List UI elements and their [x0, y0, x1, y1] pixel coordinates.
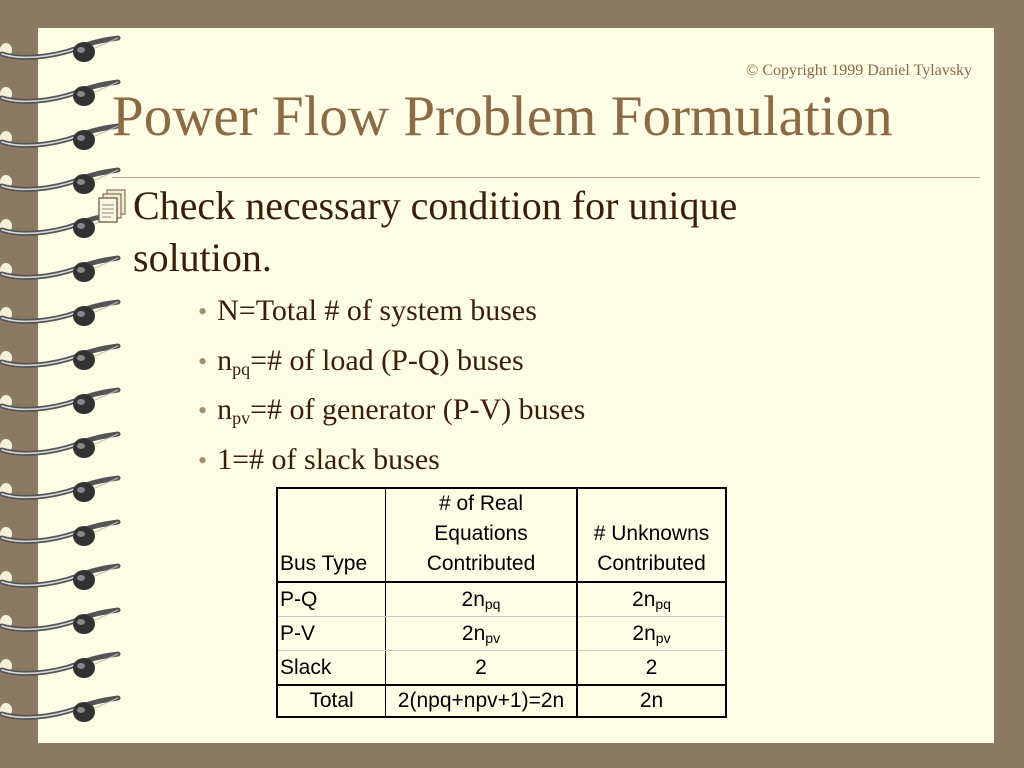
bullet-dot: • [198, 346, 208, 376]
table-row [277, 651, 726, 686]
spiral-ring [0, 82, 118, 106]
bus-type-cell: P-Q [277, 582, 386, 617]
spiral-ring [0, 346, 118, 370]
sub-bullet-slack-buses: • 1=# of slack buses [198, 442, 440, 476]
bus-type-cell: P-V [277, 617, 386, 651]
spiral-ring [0, 478, 118, 502]
sub-bullet-total-buses: • N=Total # of system buses [198, 294, 537, 327]
spiral-ring [0, 38, 118, 62]
notepad-icon [98, 188, 128, 224]
table-row [277, 582, 726, 617]
main-bullet-text: Check necessary condition for unique solution. [133, 183, 738, 280]
spiral-ring [0, 434, 118, 458]
total-label: Total [277, 685, 386, 717]
equations-cell: $2n_{pv}$ [386, 617, 578, 651]
equations-cell: $2n_{pq}$ [386, 582, 578, 617]
bullet-dot: • [198, 396, 208, 425]
spiral-ring [0, 566, 118, 590]
slide-title: Power Flow Problem Formulation [112, 85, 893, 148]
spiral-binding-icon [0, 0, 130, 768]
spiral-ring [0, 390, 118, 414]
bullet-dot: • [198, 445, 208, 475]
unknowns-cell: $2n_{pv}$ [577, 617, 726, 651]
sub-bullet-load-buses: • $n_{pq}=\#$ of load (P-Q) buses [198, 343, 524, 379]
copyright-notice: © Copyright 1999 Daniel Tylavsky [746, 62, 972, 79]
table-total-row [277, 685, 726, 717]
title-divider [112, 177, 980, 178]
spiral-ring [0, 522, 118, 546]
table-header-row [277, 488, 726, 582]
main-bullet [98, 180, 858, 284]
sub-bullet-generator-buses: • $n_{pv}=\#$ of generator (P-V) buses [198, 393, 586, 428]
total-equations: 2(npq+npv+1)=2n [386, 685, 578, 717]
equations-cell: 2 [386, 651, 578, 686]
spiral-ring [0, 610, 118, 634]
spiral-ring [0, 698, 118, 722]
header-unknowns: # Unknowns Contributed [577, 488, 726, 582]
header-bus-type: Bus Type [277, 488, 386, 582]
spiral-ring [0, 302, 118, 326]
table-row [277, 617, 726, 651]
spiral-ring [0, 654, 118, 678]
bus-type-table [276, 487, 727, 718]
sub-bullet-list [198, 291, 585, 489]
header-equations: # of Real Equations Contributed [386, 488, 578, 582]
bus-type-cell: Slack [277, 651, 386, 686]
bullet-dot: • [198, 297, 208, 326]
unknowns-cell: 2 [577, 651, 726, 686]
total-unknowns: 2n [639, 689, 664, 712]
unknowns-cell: $2n_{pq}$ [577, 582, 726, 617]
spiral-ring [0, 126, 118, 150]
